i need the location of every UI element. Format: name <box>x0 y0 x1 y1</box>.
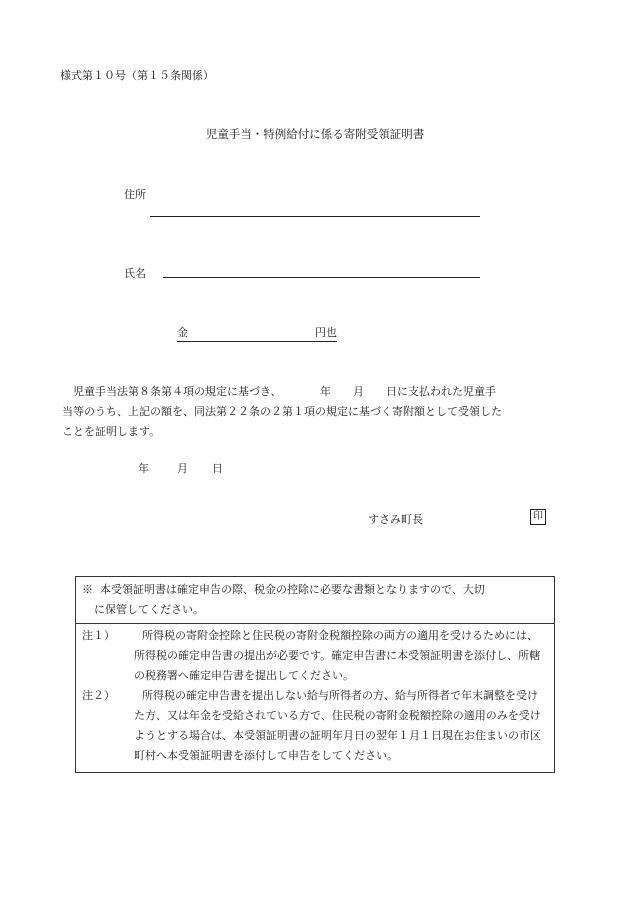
issuer-name: すさみ町長 <box>368 513 423 526</box>
notice-line-2: に保管してください。 <box>94 603 204 616</box>
seal-mark: 印 <box>530 509 546 525</box>
issue-year-label: 年 <box>138 462 149 475</box>
notice-section <box>76 577 554 624</box>
statement-line-2: 当等のうち、上記の額を、同法第２２条の２第１項の規定に基づく寄附額として受領した <box>62 405 502 418</box>
amount-prefix: 金 <box>177 326 188 339</box>
amount-suffix: 円也 <box>315 326 337 339</box>
note-item <box>82 686 548 766</box>
amount-field[interactable] <box>177 324 337 342</box>
note-text: 所得税の確定申告書を提出しない給与所得者の方、給与所得者で年末調整を受けた方、又は年金を受給されている方で、住民税の寄附金税額控除の適用のみを受けようとする場合は、本受領証明書の証明年月日の翌年１月１日現在お住まいの市区町村へ本受領証明書を添付して申告をしてください。 <box>134 689 541 762</box>
note-text: 所得税の寄附金控除と住民税の寄附金税額控除の両方の適用を受けるためには、所得税の確定申告書の提出が必要です。確定申告書に本受領証明書を添付し、所轄の税務署へ確定申告書を提出してください。 <box>134 629 541 682</box>
certification-statement <box>62 382 562 442</box>
address-field-line[interactable] <box>150 216 480 217</box>
notes-section <box>76 624 554 772</box>
note-item <box>82 626 548 686</box>
name-label: 氏名 <box>124 267 146 280</box>
note-label: 注１） <box>82 629 115 642</box>
note-label: 注２） <box>82 689 115 702</box>
statement-line-3: ことを証明します。 <box>62 425 161 438</box>
amount-blank[interactable] <box>188 324 315 340</box>
form-number: 様式第１０号（第１５条関係） <box>60 69 214 82</box>
document-title: 児童手当・特例給付に係る寄附受領証明書 <box>205 127 425 141</box>
notes-box <box>75 576 555 773</box>
issue-day-label: 日 <box>212 462 223 475</box>
issue-month-label: 月 <box>177 462 188 475</box>
issue-date <box>138 460 223 476</box>
address-label: 住所 <box>124 188 146 201</box>
statement-line-1: 児童手当法第８条第４項の規定に基づき、 年 月 日に支払われた児童手 <box>73 385 497 398</box>
name-field-line[interactable] <box>163 277 480 278</box>
notice-mark: ※ <box>82 583 93 596</box>
notice-line-1: 本受領証明書は確定申告の際、税金の控除に必要な書類となりますので、大切 <box>100 583 485 596</box>
